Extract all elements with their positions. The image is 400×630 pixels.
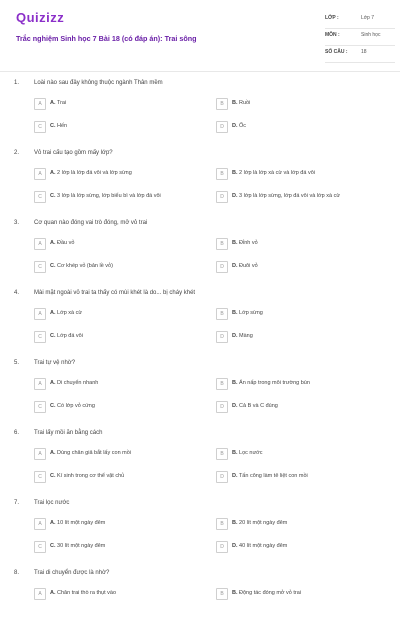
- option-prefix: A.: [50, 240, 56, 246]
- option-prefix: B.: [232, 520, 238, 526]
- option-label: Động tác đóng mở vỏ trai: [239, 590, 302, 596]
- option-label: Ẩn nấp trong môi trường bùn: [239, 380, 310, 386]
- option-text: [50, 543, 105, 549]
- answer-option[interactable]: [34, 471, 204, 483]
- option-letter-box[interactable]: C: [34, 261, 46, 273]
- option-label: Ốc: [239, 123, 247, 129]
- quizizz-logo: Quizizz: [16, 10, 65, 25]
- answer-option[interactable]: [34, 191, 204, 203]
- answer-option[interactable]: [34, 121, 204, 133]
- question-text: Loài nào sau đây không thuộc ngành Thân mềm: [34, 80, 163, 86]
- question-text: Trai di chuyển được là nhờ?: [34, 570, 110, 576]
- option-prefix: B.: [232, 590, 238, 596]
- answer-option[interactable]: [34, 401, 204, 413]
- option-letter-box[interactable]: A: [34, 448, 46, 460]
- option-text: [232, 543, 287, 549]
- meta-label: SỐ CÂU :: [325, 49, 348, 55]
- question-text: Mài mặt ngoài vỏ trai ta thấy có mùi khét là do... bị cháy khét: [34, 290, 196, 296]
- option-text: [50, 333, 83, 339]
- option-prefix: C.: [50, 263, 56, 269]
- option-letter-box[interactable]: A: [34, 588, 46, 600]
- question-item: [0, 430, 400, 490]
- option-text: [232, 100, 250, 106]
- option-text: [50, 403, 95, 409]
- answer-option[interactable]: [216, 308, 386, 320]
- option-text: [232, 403, 278, 409]
- option-prefix: C.: [50, 333, 56, 339]
- option-label: 2 lớp là lớp xà cừ và lớp đá vôi: [239, 170, 315, 176]
- option-label: Ruồi: [239, 100, 251, 106]
- meta-label: LỚP :: [325, 15, 339, 21]
- option-label: Chân trai thò ra thụt vào: [57, 590, 117, 596]
- question-item: [0, 80, 400, 140]
- meta-row-class: [325, 12, 395, 29]
- option-letter-box[interactable]: C: [34, 471, 46, 483]
- answer-option[interactable]: [216, 588, 386, 600]
- option-prefix: C.: [50, 123, 56, 129]
- option-label: Kí sinh trong cơ thể vật chủ: [57, 473, 125, 479]
- question-item: [0, 220, 400, 280]
- option-text: [232, 310, 263, 316]
- meta-row-subject: [325, 29, 395, 46]
- option-prefix: D.: [232, 403, 238, 409]
- option-letter-box[interactable]: A: [34, 238, 46, 250]
- option-text: [50, 520, 105, 526]
- page-title: Trắc nghiệm Sinh học 7 Bài 18 (có đáp án): Trai sông: [16, 34, 197, 43]
- option-text: [50, 170, 132, 176]
- answer-option[interactable]: [34, 168, 204, 180]
- question-text: Cơ quan nào đóng vai trò đóng, mở vỏ trai: [34, 220, 148, 226]
- option-letter-box[interactable]: A: [34, 518, 46, 530]
- option-prefix: D.: [232, 193, 238, 199]
- option-prefix: A.: [50, 310, 56, 316]
- option-text: [50, 123, 67, 129]
- option-prefix: D.: [232, 263, 238, 269]
- option-text: [50, 193, 161, 199]
- option-letter-box[interactable]: C: [34, 331, 46, 343]
- option-letter-box[interactable]: D: [216, 191, 228, 203]
- option-label: 3 lớp là lớp sừng, lớp đá vôi và lớp xà cừ: [239, 193, 341, 199]
- option-letter-box[interactable]: D: [216, 121, 228, 133]
- option-prefix: B.: [232, 380, 238, 386]
- answer-option[interactable]: [216, 121, 386, 133]
- option-letter-box[interactable]: B: [216, 588, 228, 600]
- option-prefix: B.: [232, 450, 238, 456]
- option-text: [50, 473, 124, 479]
- answer-option[interactable]: [216, 98, 386, 110]
- option-text: [232, 380, 310, 386]
- option-text: [232, 473, 308, 479]
- question-number: 4.: [14, 290, 20, 296]
- option-letter-box[interactable]: C: [34, 541, 46, 553]
- option-letter-box[interactable]: D: [216, 541, 228, 553]
- option-prefix: D.: [232, 473, 238, 479]
- answer-option[interactable]: [34, 518, 204, 530]
- meta-row-count: [325, 46, 395, 63]
- option-text: [50, 310, 82, 316]
- option-letter-box[interactable]: B: [216, 378, 228, 390]
- answer-option[interactable]: [216, 541, 386, 553]
- option-prefix: C.: [50, 193, 56, 199]
- answer-option[interactable]: [216, 238, 386, 250]
- answer-option[interactable]: [34, 588, 204, 600]
- option-label: Hến: [57, 123, 68, 129]
- option-text: [232, 123, 246, 129]
- quiz-header: [0, 0, 400, 74]
- option-label: Lọc nước: [239, 450, 263, 456]
- answer-option[interactable]: [34, 308, 204, 320]
- option-prefix: A.: [50, 450, 56, 456]
- question-item: [0, 500, 400, 560]
- answer-option[interactable]: [34, 98, 204, 110]
- answer-option[interactable]: [34, 238, 204, 250]
- answer-option[interactable]: [34, 261, 204, 273]
- option-text: [232, 450, 263, 456]
- question-number: 3.: [14, 220, 20, 226]
- option-label: 40 lít một ngày đêm: [239, 543, 288, 549]
- option-text: [232, 170, 315, 176]
- option-text: [232, 193, 340, 199]
- option-label: Tấn công làm tê liệt con mồi: [238, 473, 308, 479]
- answer-option[interactable]: [216, 378, 386, 390]
- option-prefix: B.: [232, 310, 238, 316]
- option-letter-box[interactable]: D: [216, 471, 228, 483]
- option-label: 20 lít một ngày đêm: [239, 520, 288, 526]
- option-prefix: C.: [50, 403, 56, 409]
- question-number: 8.: [14, 570, 20, 576]
- option-text: [50, 380, 98, 386]
- option-text: [232, 240, 258, 246]
- option-prefix: B.: [232, 170, 238, 176]
- question-number: 6.: [14, 430, 20, 436]
- question-text: Trai tự vệ nhờ?: [34, 360, 76, 366]
- option-prefix: A.: [50, 170, 56, 176]
- option-letter-box[interactable]: B: [216, 518, 228, 530]
- option-text: [232, 520, 287, 526]
- option-label: 10 lít một ngày đêm: [57, 520, 106, 526]
- option-label: Màng: [239, 333, 253, 339]
- option-letter-box[interactable]: B: [216, 168, 228, 180]
- option-text: [232, 590, 301, 596]
- option-letter-box[interactable]: C: [34, 121, 46, 133]
- meta-value: Sinh học: [361, 32, 381, 38]
- answer-option[interactable]: [34, 331, 204, 343]
- option-text: [50, 100, 66, 106]
- option-letter-box[interactable]: B: [216, 448, 228, 460]
- option-letter-box[interactable]: A: [34, 168, 46, 180]
- option-letter-box[interactable]: B: [216, 238, 228, 250]
- option-prefix: D.: [232, 333, 238, 339]
- option-prefix: C.: [50, 543, 56, 549]
- question-number: 1.: [14, 80, 20, 86]
- option-label: Đỉnh vỏ: [239, 240, 258, 246]
- answer-option[interactable]: [34, 448, 204, 460]
- option-letter-box[interactable]: D: [216, 261, 228, 273]
- option-prefix: A.: [50, 520, 56, 526]
- option-label: Lớp xà cừ: [57, 310, 83, 316]
- option-letter-box[interactable]: A: [34, 308, 46, 320]
- option-letter-box[interactable]: A: [34, 378, 46, 390]
- option-letter-box[interactable]: D: [216, 331, 228, 343]
- option-prefix: A.: [50, 590, 56, 596]
- answer-option[interactable]: [216, 261, 386, 273]
- option-label: 2 lớp là lớp đá vôi và lớp sừng: [57, 170, 132, 176]
- option-text: [232, 263, 258, 269]
- option-letter-box[interactable]: C: [34, 191, 46, 203]
- option-text: [50, 590, 116, 596]
- option-letter-box[interactable]: B: [216, 308, 228, 320]
- option-label: Có lớp vỏ cứng: [57, 403, 95, 409]
- answer-option[interactable]: [216, 448, 386, 460]
- question-text: Vỏ trai cấu tạo gồm mấy lớp?: [34, 150, 113, 156]
- option-prefix: A.: [50, 380, 56, 386]
- option-label: Cả B và C đúng: [239, 403, 278, 409]
- option-prefix: D.: [232, 543, 238, 549]
- option-letter-box[interactable]: A: [34, 98, 46, 110]
- option-prefix: D.: [232, 123, 238, 129]
- question-item: [0, 290, 400, 350]
- question-item: [0, 150, 400, 210]
- option-label: 3 lớp là lớp sừng, lớp biểu bì và lớp đá vôi: [57, 193, 161, 199]
- option-letter-box[interactable]: C: [34, 401, 46, 413]
- option-prefix: A.: [50, 100, 56, 106]
- option-label: Đuôi vỏ: [239, 263, 258, 269]
- answer-option[interactable]: [34, 541, 204, 553]
- question-item: [0, 570, 400, 630]
- option-text: [50, 450, 131, 456]
- answer-option[interactable]: [216, 401, 386, 413]
- question-text: Trai lọc nước: [34, 500, 70, 506]
- question-item: [0, 360, 400, 420]
- option-label: Dùng chân giả bắt lấy con mồi: [57, 450, 132, 456]
- option-text: [232, 333, 253, 339]
- option-prefix: C.: [50, 473, 56, 479]
- header-divider: [0, 71, 400, 72]
- option-letter-box[interactable]: D: [216, 401, 228, 413]
- option-label: Đầu vỏ: [57, 240, 75, 246]
- answer-option[interactable]: [34, 378, 204, 390]
- answer-option[interactable]: [216, 168, 386, 180]
- answer-option[interactable]: [216, 331, 386, 343]
- meta-value: 18: [361, 49, 367, 55]
- meta-label: MÔN :: [325, 32, 340, 38]
- option-label: 30 lít một ngày đêm: [57, 543, 106, 549]
- option-label: Di chuyển nhanh: [57, 380, 99, 386]
- quiz-meta: [325, 12, 395, 63]
- option-label: Cơ khép vỏ (bản lề vỏ): [57, 263, 113, 269]
- question-text: Trai lấy mồi ăn bằng cách: [34, 430, 103, 436]
- meta-value: Lớp 7: [361, 15, 375, 21]
- question-number: 7.: [14, 500, 20, 506]
- option-label: Trai: [56, 100, 67, 106]
- option-label: Lớp đá vôi: [57, 333, 83, 339]
- answer-option[interactable]: [216, 191, 386, 203]
- option-label: Lớp sừng: [239, 310, 263, 316]
- question-number: 5.: [14, 360, 20, 366]
- option-text: [50, 240, 74, 246]
- question-number: 2.: [14, 150, 20, 156]
- option-prefix: B.: [232, 240, 238, 246]
- answer-option[interactable]: [216, 518, 386, 530]
- option-text: [50, 263, 113, 269]
- answer-option[interactable]: [216, 471, 386, 483]
- option-prefix: B.: [232, 100, 238, 106]
- option-letter-box[interactable]: B: [216, 98, 228, 110]
